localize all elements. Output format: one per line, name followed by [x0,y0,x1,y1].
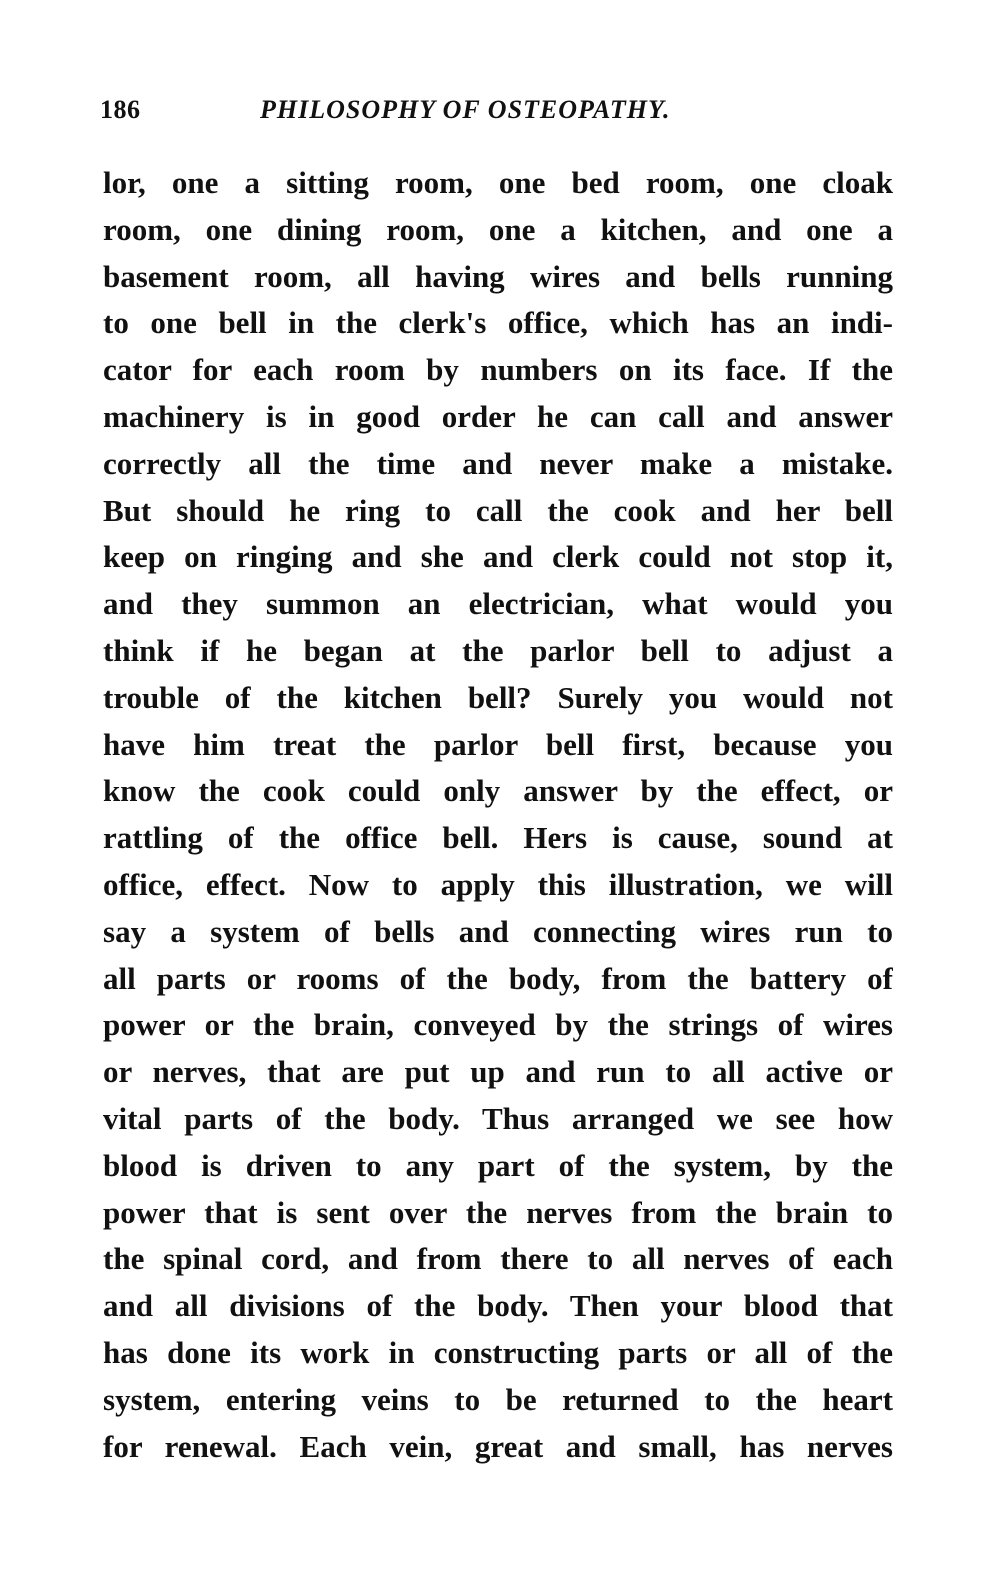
text-line: vital parts of the body. Thus arranged we see how [103,1100,893,1136]
text-line: machinery is in good order he can call and answer [103,398,893,434]
running-head [100,95,900,135]
running-title: PHILOSOPHY OF OSTEOPATHY. [260,95,671,124]
text-line: or nerves, that are put up and run to all active or [103,1054,893,1090]
text-line: has done its work in constructing parts or all of the [103,1334,893,1370]
text-line: think if he began at the parlor bell to adjust a [103,632,893,668]
text-line: all parts or rooms of the body, from the battery of [103,960,893,996]
text-line: say a system of bells and connecting wires run to [103,913,893,949]
text-line: cator for each room by numbers on its face. If the [103,352,893,388]
page-number: 186 [100,95,141,124]
text-line: and all divisions of the body. Then your blood that [103,1288,893,1324]
text-line: for renewal. Each vein, great and small, has nerves [103,1428,893,1464]
text-line: know the cook could only answer by the effect, or [103,773,893,809]
text-line: But should he ring to call the cook and her bell [103,492,893,528]
text-line: room, one dining room, one a kitchen, and one a [103,211,893,247]
text-line: blood is driven to any part of the system, by the [103,1147,893,1183]
text-line: power that is sent over the nerves from the brain to [103,1194,893,1230]
text-line: and they summon an electrician, what would you [103,586,893,622]
text-line: keep on ringing and she and clerk could not stop it, [103,539,893,575]
body-text [103,160,893,1470]
text-line: system, entering veins to be returned to the heart [103,1381,893,1417]
text-line: have him treat the parlor bell first, because you [103,726,893,762]
text-line: the spinal cord, and from there to all nerves of each [103,1241,893,1277]
text-line: trouble of the kitchen bell? Surely you would not [103,679,893,715]
text-line: rattling of the office bell. Hers is cause, sound at [103,820,893,856]
text-line: office, effect. Now to apply this illustration, we will [103,866,893,902]
text-line: basement room, all having wires and bells running [103,258,893,294]
text-line: power or the brain, conveyed by the strings of wires [103,1007,893,1043]
text-line: correctly all the time and never make a mistake. [103,445,893,481]
text-line: lor, one a sitting room, one bed room, one cloak [103,165,893,200]
text-line: to one bell in the clerk's office, which has an indi- [103,305,893,341]
